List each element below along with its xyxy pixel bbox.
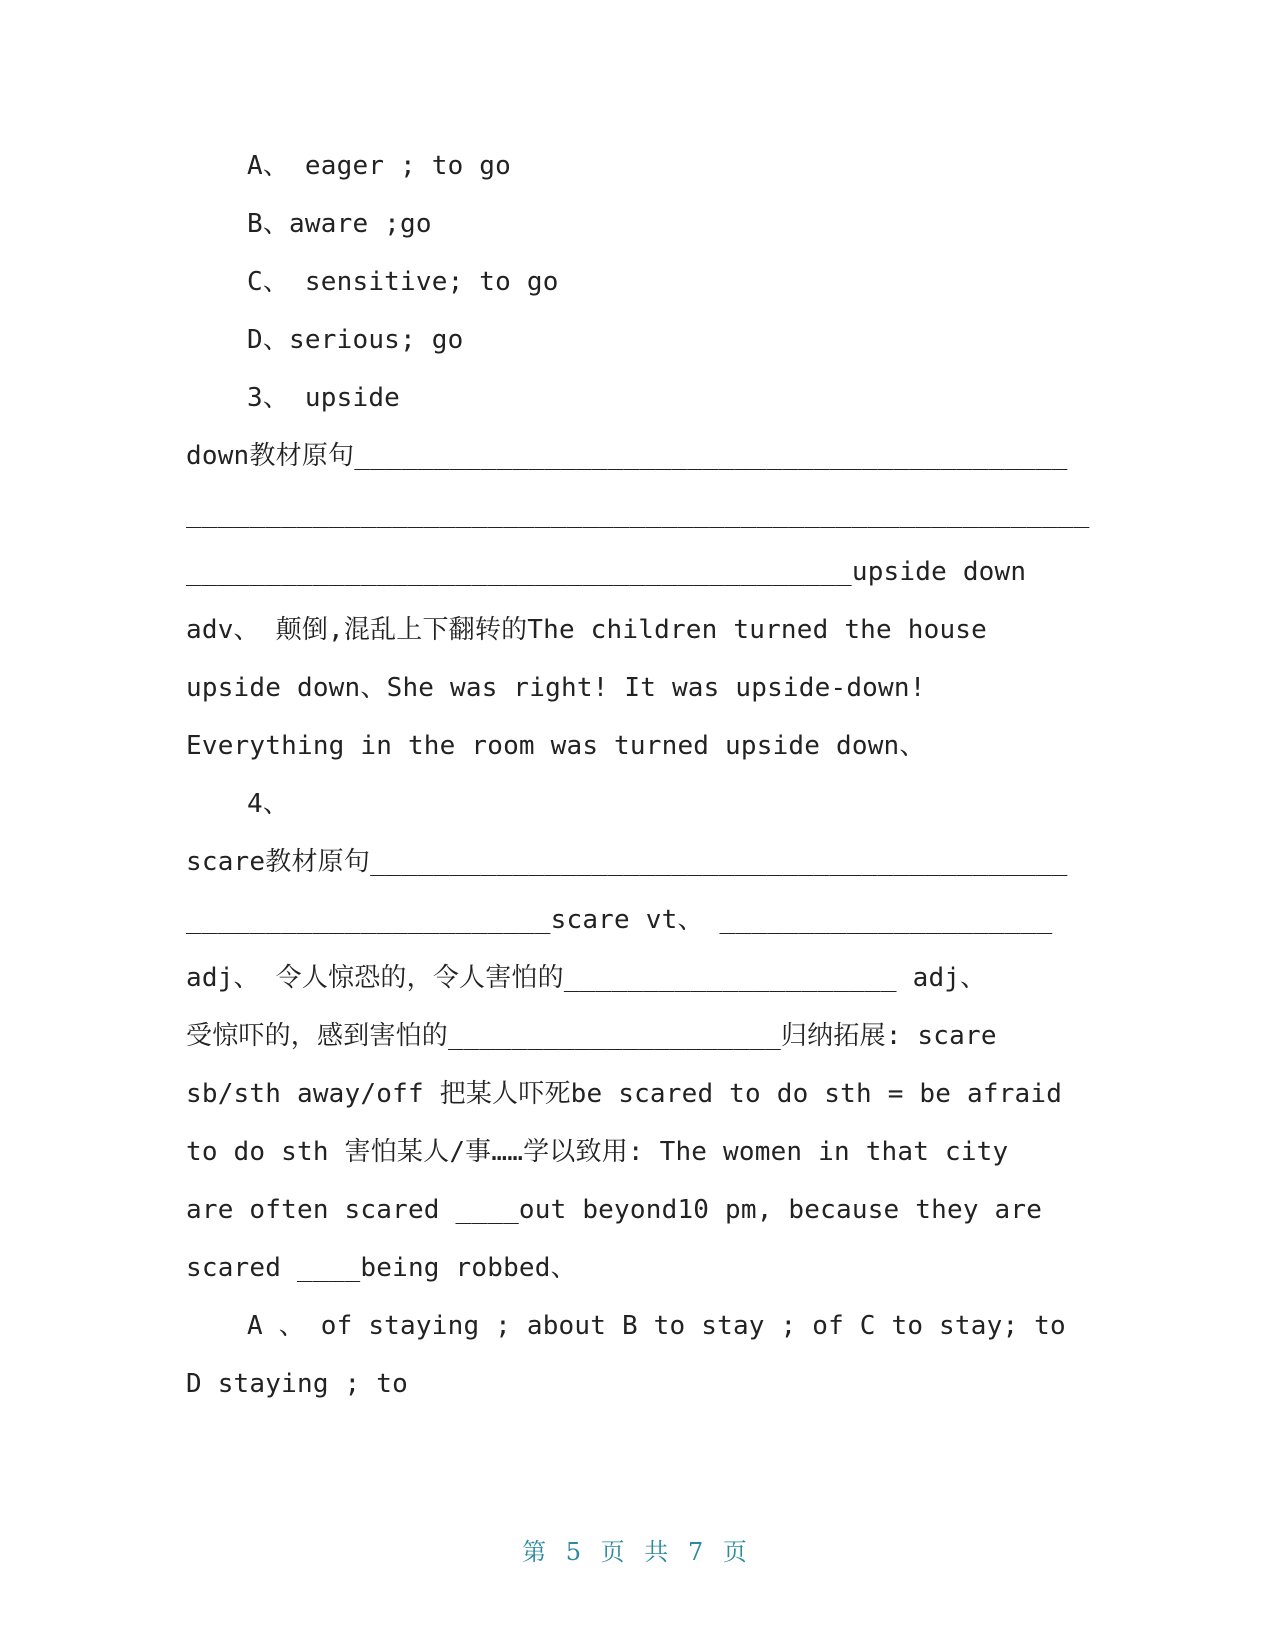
text-line: _______________________scare vt、 _____________________	[186, 905, 1053, 935]
text-line: upside down、She was right! It was upside-down!	[186, 673, 926, 703]
text-line: D staying ; to	[186, 1369, 408, 1399]
text-line: _________________________________________________________	[186, 499, 1090, 529]
option-d: D、serious; go	[247, 325, 464, 355]
text-line: adj、 令人惊恐的，令人害怕的_____________________ adj、	[186, 963, 987, 993]
text-line: adv、 颠倒,混乱上下翻转的The children turned the house	[186, 615, 988, 645]
page-number: 第 5 页 共 7 页	[522, 1538, 753, 1566]
option-c: C、 sensitive; to go	[247, 267, 559, 297]
option-b: B、aware ;go	[247, 209, 432, 239]
item-4-heading: 4、	[247, 789, 290, 819]
text-line: scared ____being robbed、	[186, 1253, 577, 1283]
text-line: sb/sth away/off 把某人吓死be scared to do sth = be afraid	[186, 1079, 1063, 1109]
text-line: down教材原句_____________________________________________	[186, 441, 1068, 471]
text-line: __________________________________________upside down	[186, 557, 1027, 587]
text-line: Everything in the room was turned upside down、	[186, 731, 926, 761]
text-line: are often scared ____out beyond10 pm, because they are	[186, 1195, 1043, 1225]
answer-options: A 、 of staying ; about B to stay ; of C to stay; to	[247, 1311, 1066, 1341]
text-line: scare教材原句____________________________________________	[186, 847, 1068, 877]
item-3-heading: 3、 upside	[247, 383, 401, 413]
option-a: A、 eager ; to go	[247, 151, 511, 181]
text-line: 受惊吓的，感到害怕的_____________________归纳拓展: scare	[186, 1021, 997, 1051]
text-line: to do sth 害怕某人/事……学以致用: The women in that city	[186, 1137, 1009, 1167]
